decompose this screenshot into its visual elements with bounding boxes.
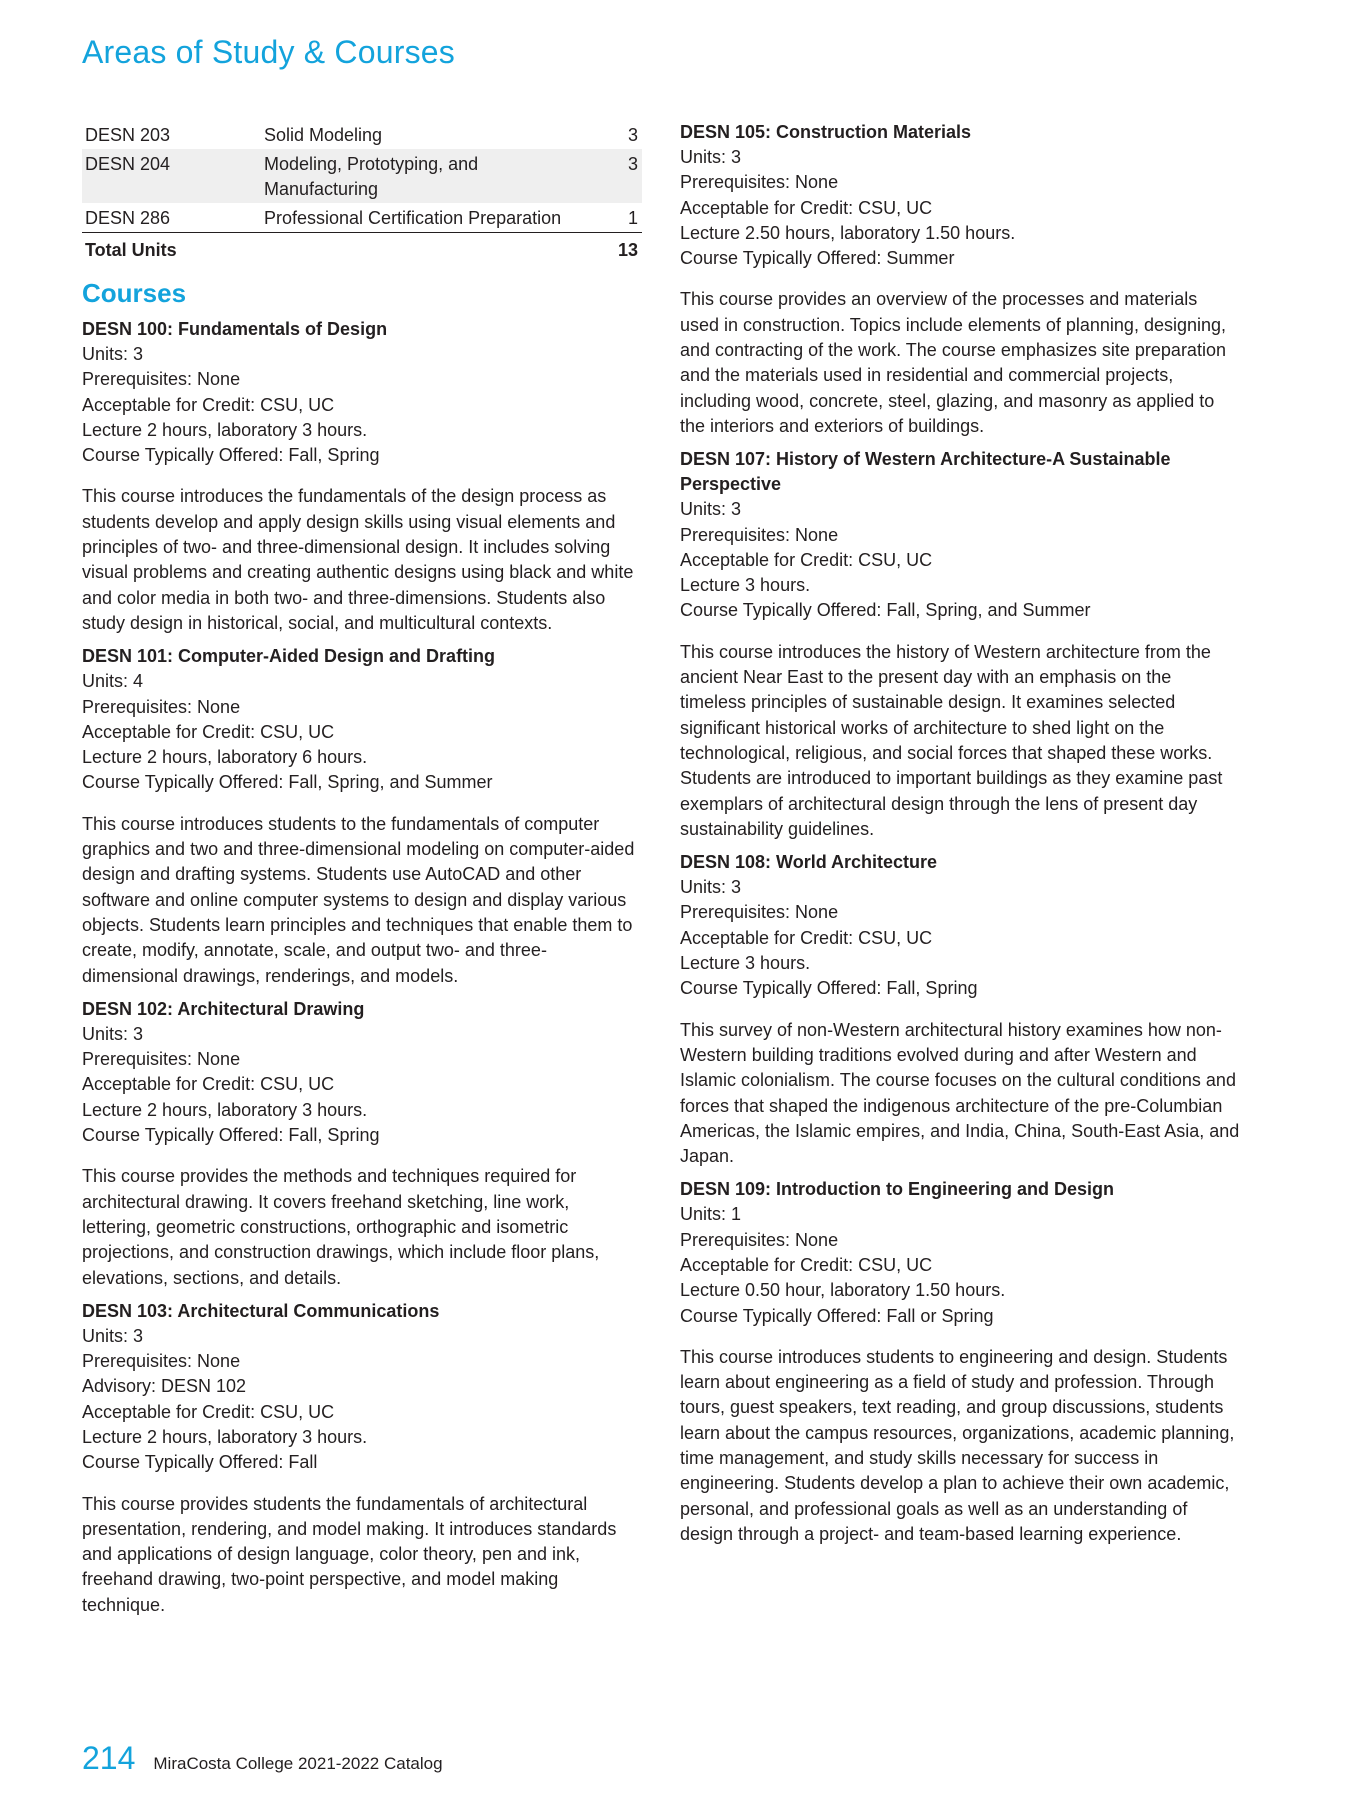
course-meta-line: Lecture 2 hours, laboratory 3 hours.	[82, 1099, 368, 1120]
courses-heading: Courses	[82, 278, 187, 308]
total-units-value: 13	[595, 233, 642, 265]
course-units-cell: 1	[627, 208, 638, 228]
total-units-row	[82, 233, 642, 265]
course-title-cell: Solid Modeling	[264, 125, 383, 145]
course-description: This course provides students the fundamentals of architectural presentation, rendering, and model making. It introduces standards and applications of design language, color theory, pen and ink, freehand drawing, two-point perspective, and model making technique.	[82, 1493, 617, 1615]
table-row	[82, 120, 642, 149]
course-title: DESN 100: Fundamentals of Design	[82, 319, 388, 339]
course-title-cell: Professional Certification Preparation	[264, 208, 562, 228]
course-meta-line: Prerequisites: None	[680, 172, 839, 193]
course-description: This course introduces students to engineering and design. Students learn about engineering as a field of study and profession. Through tours, guest speakers, text reading, and group discussions, students learn about the campus resources, organizations, academic planning, time management, and study skills necessary for success in engineering. Students develop a plan to achieve their own academic, personal, and professional goals as well as an understanding of design through a project- and team-based learning experience.	[680, 1346, 1235, 1544]
course-entry	[680, 447, 1240, 842]
course-meta-line: Lecture 2 hours, laboratory 3 hours.	[82, 419, 368, 440]
course-title: DESN 105: Construction Materials	[680, 122, 972, 142]
course-meta-line: Lecture 3 hours.	[680, 953, 811, 974]
course-meta-line: Course Typically Offered: Fall, Spring	[82, 445, 380, 466]
page-number: 214	[82, 1740, 136, 1776]
course-description: This course introduces students to the fundamentals of computer graphics and two and three-dimensional modeling on computer-aided design and drafting systems. Students use AutoCAD and other software and online computer systems to design and display various objects. Students learn principles and techniques that enable them to create, modify, annotate, scale, and output two- and three-dimensional drawings, renderings, and models.	[82, 813, 635, 986]
course-units-cell: 3	[627, 125, 638, 145]
course-meta-line: Units: 3	[680, 147, 742, 167]
table-row	[82, 203, 642, 233]
course-meta-line: Prerequisites: None	[82, 696, 241, 717]
course-meta-line: Course Typically Offered: Fall, Spring, and Summer	[82, 772, 493, 793]
course-entry	[680, 120, 1240, 439]
course-meta-line: Prerequisites: None	[82, 1351, 241, 1372]
course-entry	[680, 1177, 1240, 1547]
course-meta-line: Prerequisites: None	[82, 1049, 241, 1070]
course-meta-line: Lecture 2.50 hours, laboratory 1.50 hours.	[680, 222, 1016, 243]
page-header-title: Areas of Study & Courses	[82, 34, 455, 70]
course-meta-line: Lecture 2 hours, laboratory 3 hours.	[82, 1426, 368, 1447]
course-meta-line: Advisory: DESN 102	[82, 1376, 247, 1397]
course-meta-line: Units: 3	[680, 499, 742, 520]
course-meta-line: Acceptable for Credit: CSU, UC	[82, 394, 335, 415]
course-list-left	[82, 317, 640, 1618]
course-meta-line: Lecture 2 hours, laboratory 6 hours.	[82, 747, 368, 768]
course-meta-line: Lecture 3 hours.	[680, 575, 811, 596]
course-meta-line: Lecture 0.50 hour, laboratory 1.50 hours.	[680, 1280, 1006, 1301]
course-meta-line: Units: 1	[680, 1204, 742, 1225]
course-meta-line: Units: 4	[82, 671, 144, 692]
course-code-cell: DESN 203	[85, 125, 171, 145]
course-meta-line: Acceptable for Credit: CSU, UC	[82, 1401, 335, 1422]
course-meta-line: Acceptable for Credit: CSU, UC	[82, 1074, 335, 1095]
course-units-cell: 3	[595, 149, 642, 203]
course-meta-line: Course Typically Offered: Fall, Spring	[82, 1125, 380, 1146]
course-meta-line: Acceptable for Credit: CSU, UC	[680, 197, 933, 218]
course-title: DESN 102: Architectural Drawing	[82, 998, 365, 1019]
course-meta-line: Acceptable for Credit: CSU, UC	[680, 549, 933, 570]
course-title: DESN 107: History of Western Architecture-A Sustainable Perspective	[680, 449, 1171, 495]
course-meta-line: Prerequisites: None	[680, 1229, 839, 1250]
course-meta-line: Acceptable for Credit: CSU, UC	[680, 1254, 933, 1275]
course-meta-line: Prerequisites: None	[680, 524, 839, 545]
course-meta-line: Prerequisites: None	[680, 902, 839, 923]
page-footer	[82, 1740, 443, 1777]
program-units-table	[82, 120, 642, 264]
left-column	[82, 120, 640, 1626]
course-description: This course provides an overview of the processes and materials used in construction. Topics include elements of planning, designing, and contracting of the work. The course emphasizes site preparation and the materials used in residential and commercial projects, including wood, concrete, steel, glazing, and masonry as applied to the interiors and exteriors of buildings.	[680, 289, 1227, 436]
right-column	[680, 120, 1240, 1555]
course-description: This course introduces the history of Western architecture from the ancient Near East to the present day with an emphasis on the timeless principles of sustainable design. It examines selected significant historical works of architecture to shed light on the technological, religious, and social forces that shaped these works. Students are introduced to important buildings as they examine past exemplars of architectural design through the lens of present day sustainability guidelines.	[680, 641, 1223, 839]
footer-catalog-title: MiraCosta College 2021-2022 Catalog	[153, 1754, 443, 1773]
course-meta-line: Prerequisites: None	[82, 369, 241, 390]
course-meta-line: Acceptable for Credit: CSU, UC	[680, 927, 933, 948]
course-description: This course provides the methods and techniques required for architectural drawing. It covers freehand sketching, line work, lettering, geometric constructions, orthographic and isometric projections, and construction drawings, which include floor plans, elevations, sections, and details.	[82, 1166, 600, 1288]
course-meta-line: Course Typically Offered: Fall, Spring	[680, 978, 978, 999]
course-code-cell: DESN 286	[85, 208, 171, 228]
course-meta-line: Course Typically Offered: Summer	[680, 248, 955, 269]
course-entry	[82, 317, 640, 636]
course-code-cell: DESN 204	[82, 149, 261, 203]
course-title: DESN 103: Architectural Communications	[82, 1300, 440, 1321]
course-title: DESN 109: Introduction to Engineering and Design	[680, 1179, 1115, 1200]
course-description: This course introduces the fundamentals of the design process as students develop and apply design skills using visual elements and principles of two- and three-dimensional design. It includes solving visual problems and creating authentic designs using black and white and color media in both two- and three-dimensions. Students also study design in historical, social, and multicultural contexts.	[82, 486, 634, 633]
course-entry	[82, 1299, 640, 1618]
course-meta-line: Course Typically Offered: Fall, Spring, and Summer	[680, 600, 1091, 621]
course-title-cell: Modeling, Prototyping, and Manufacturing	[261, 149, 595, 203]
course-description: This survey of non-Western architectural history examines how non-Western building traditions evolved during and after Western and Islamic colonialism. The course focuses on the cultural conditions and forces that shaped the indigenous architecture of the pre-Columbian Americas, the Islamic empires, and India, China, South-East Asia, and Japan.	[680, 1019, 1240, 1167]
course-meta-line: Acceptable for Credit: CSU, UC	[82, 721, 335, 742]
course-entry	[82, 644, 640, 989]
course-title: DESN 101: Computer-Aided Design and Drafting	[82, 646, 496, 667]
course-list-right	[680, 120, 1240, 1547]
course-meta-line: Units: 3	[82, 1023, 144, 1044]
course-entry	[82, 997, 640, 1291]
course-meta-line: Course Typically Offered: Fall or Spring	[680, 1305, 994, 1326]
course-meta-line: Course Typically Offered: Fall	[82, 1452, 318, 1473]
table-row	[82, 149, 642, 203]
course-title: DESN 108: World Architecture	[680, 852, 938, 873]
course-meta-line: Units: 3	[680, 877, 742, 898]
course-meta-line: Units: 3	[82, 344, 144, 364]
total-units-label: Total Units	[82, 233, 595, 265]
course-entry	[680, 850, 1240, 1169]
course-meta-line: Units: 3	[82, 1325, 144, 1346]
